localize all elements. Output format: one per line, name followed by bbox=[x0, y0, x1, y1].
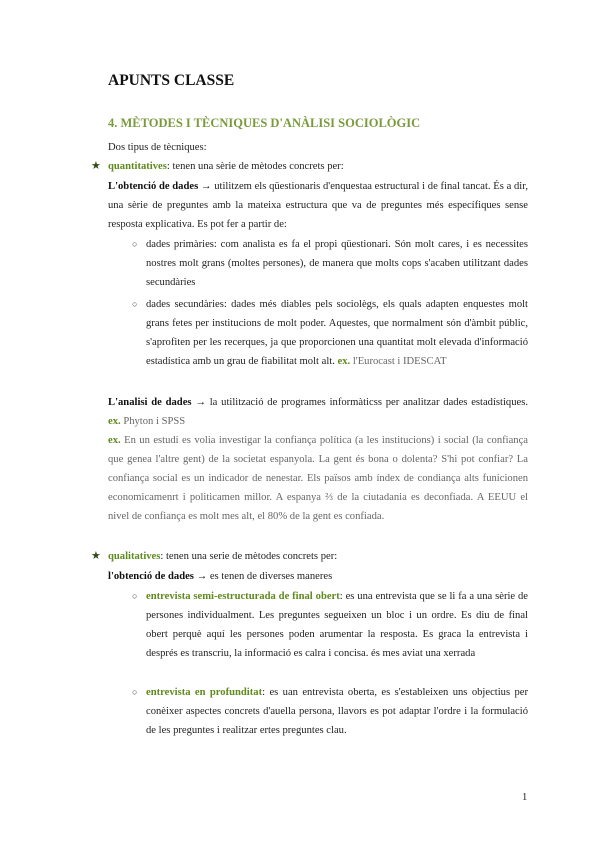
quantitative-label: quantitatives bbox=[108, 161, 167, 172]
quant-analisi-text: → la utilització de programes informàticss per analitzar dades estadístiques. bbox=[195, 397, 528, 408]
qual-obtencio-paragraph bbox=[108, 567, 528, 586]
in-depth-label: entrevista en profunditat bbox=[146, 687, 263, 698]
qual-obtencio-text: → es tenen de diverses maneres bbox=[196, 571, 333, 582]
qual-obtencio-label: l'obtenció de dades bbox=[108, 571, 194, 582]
star-icon: ★ bbox=[91, 550, 101, 562]
quant-obtencio-text: → utilitzem els qüestionaris d'enquestaa estructural i de final tancat. És a dir, una sèrie de preguntes amb la mateixa estructura que va de preguntes més específiques sense resposta explicativa. Es pot fer a partir de: bbox=[108, 181, 528, 230]
qualitative-label: qualitatives bbox=[108, 551, 161, 562]
semi-structured-text: : es una entrevista que se li fa a una sèrie de persones individualment. Les preguntes segueixen un bloc i un ordre. Es diu de final obert perquè aquí les persones poden arumentar la resposta. Es graca la entrevista i després es transcriu, la informació es calra i concisa. és mes aviat una xerrada bbox=[146, 591, 528, 659]
circle-bullet-icon: ○ bbox=[132, 591, 138, 601]
quant-bullet-primary: dades primàries: com analista es fa el propi qüestionari. Són molt cares, i es necessites nostres molt grans (moltes persones), de manera que molts cops s'acaben utilitzant dades secundàries bbox=[146, 239, 528, 288]
example-paragraph bbox=[108, 431, 528, 526]
page-number: 1 bbox=[522, 792, 528, 803]
section-heading: 4. MÈTODES I TÈCNIQUES D'ANÀLISI SOCIOLÒGIC bbox=[108, 116, 421, 130]
circle-bullet-icon: ○ bbox=[132, 299, 138, 309]
circle-bullet-icon: ○ bbox=[132, 687, 138, 697]
quant-analisi-paragraph bbox=[108, 393, 528, 431]
star-icon: ★ bbox=[91, 160, 101, 172]
qualitative-text: : tenen una serie de mètodes concrets per: bbox=[160, 551, 338, 562]
in-depth-text: : es uan entrevista oberta, es s'estableixen uns objectius per conèixer aspectes concrets d'auella persona, llavors es pot adaptar l'ordre i la formulació de les preguntes i realitzar ertes preguntes clau. bbox=[146, 687, 528, 736]
quant-analisi-label: L'analisi de dades bbox=[108, 397, 192, 408]
qual-bullet-semi-structured bbox=[146, 587, 528, 663]
intro-paragraph: Dos tipus de tècniques: bbox=[108, 142, 207, 153]
page-title: APUNTS CLASSE bbox=[108, 72, 235, 89]
circle-bullet-icon: ○ bbox=[132, 239, 138, 249]
quant-bullet-secondary-text: dades secundàries: dades més diables pels sociolègs, els quals adapten enquestes molt grans fetes per institucions de molt poder. Aquestes, que normalment són d'àmbit públic, s'aprofiten per les recerques, ja que proporcionen una quantitat molt elevada d'informació estadística amb un grau de fiabilitat molt alt. bbox=[146, 299, 528, 367]
example-marker: ex. bbox=[337, 356, 351, 367]
example-sources: l'Eurocast i IDESCAT bbox=[352, 356, 447, 367]
quant-bullet-secondary bbox=[146, 295, 528, 371]
software-examples: Phyton i SPSS bbox=[123, 416, 186, 427]
example-marker: ex. bbox=[108, 416, 121, 427]
quantitative-text: : tenen una sèrie de mètodes concrets per: bbox=[166, 161, 344, 172]
example-text: En un estudi es volia investigar la confiança política (a les institucions) i social (la confiança que genea l'altre gent) de la societat espanyola. La gent és bona o dolenta? S'hi pot confiar? La confiança social es un indicador de nenestar. Els països amb índex de condiança alts funicionen economicamenrt i politicamen millor. A espanya ⅔ de la ciutadania es deconfiada. A EEUU el nivel de confiança es molt mes alt, el 80% de la gent es confiada. bbox=[108, 435, 528, 522]
semi-structured-label: entrevista semi-estructurada de final obert bbox=[146, 591, 340, 602]
example-marker: ex. bbox=[108, 435, 121, 446]
quant-obtencio-paragraph bbox=[108, 177, 528, 234]
qualitative-heading bbox=[108, 547, 528, 566]
quant-obtencio-label: L'obtenció de dades bbox=[108, 181, 199, 192]
quantitative-heading bbox=[108, 157, 528, 176]
qual-bullet-in-depth bbox=[146, 683, 528, 740]
